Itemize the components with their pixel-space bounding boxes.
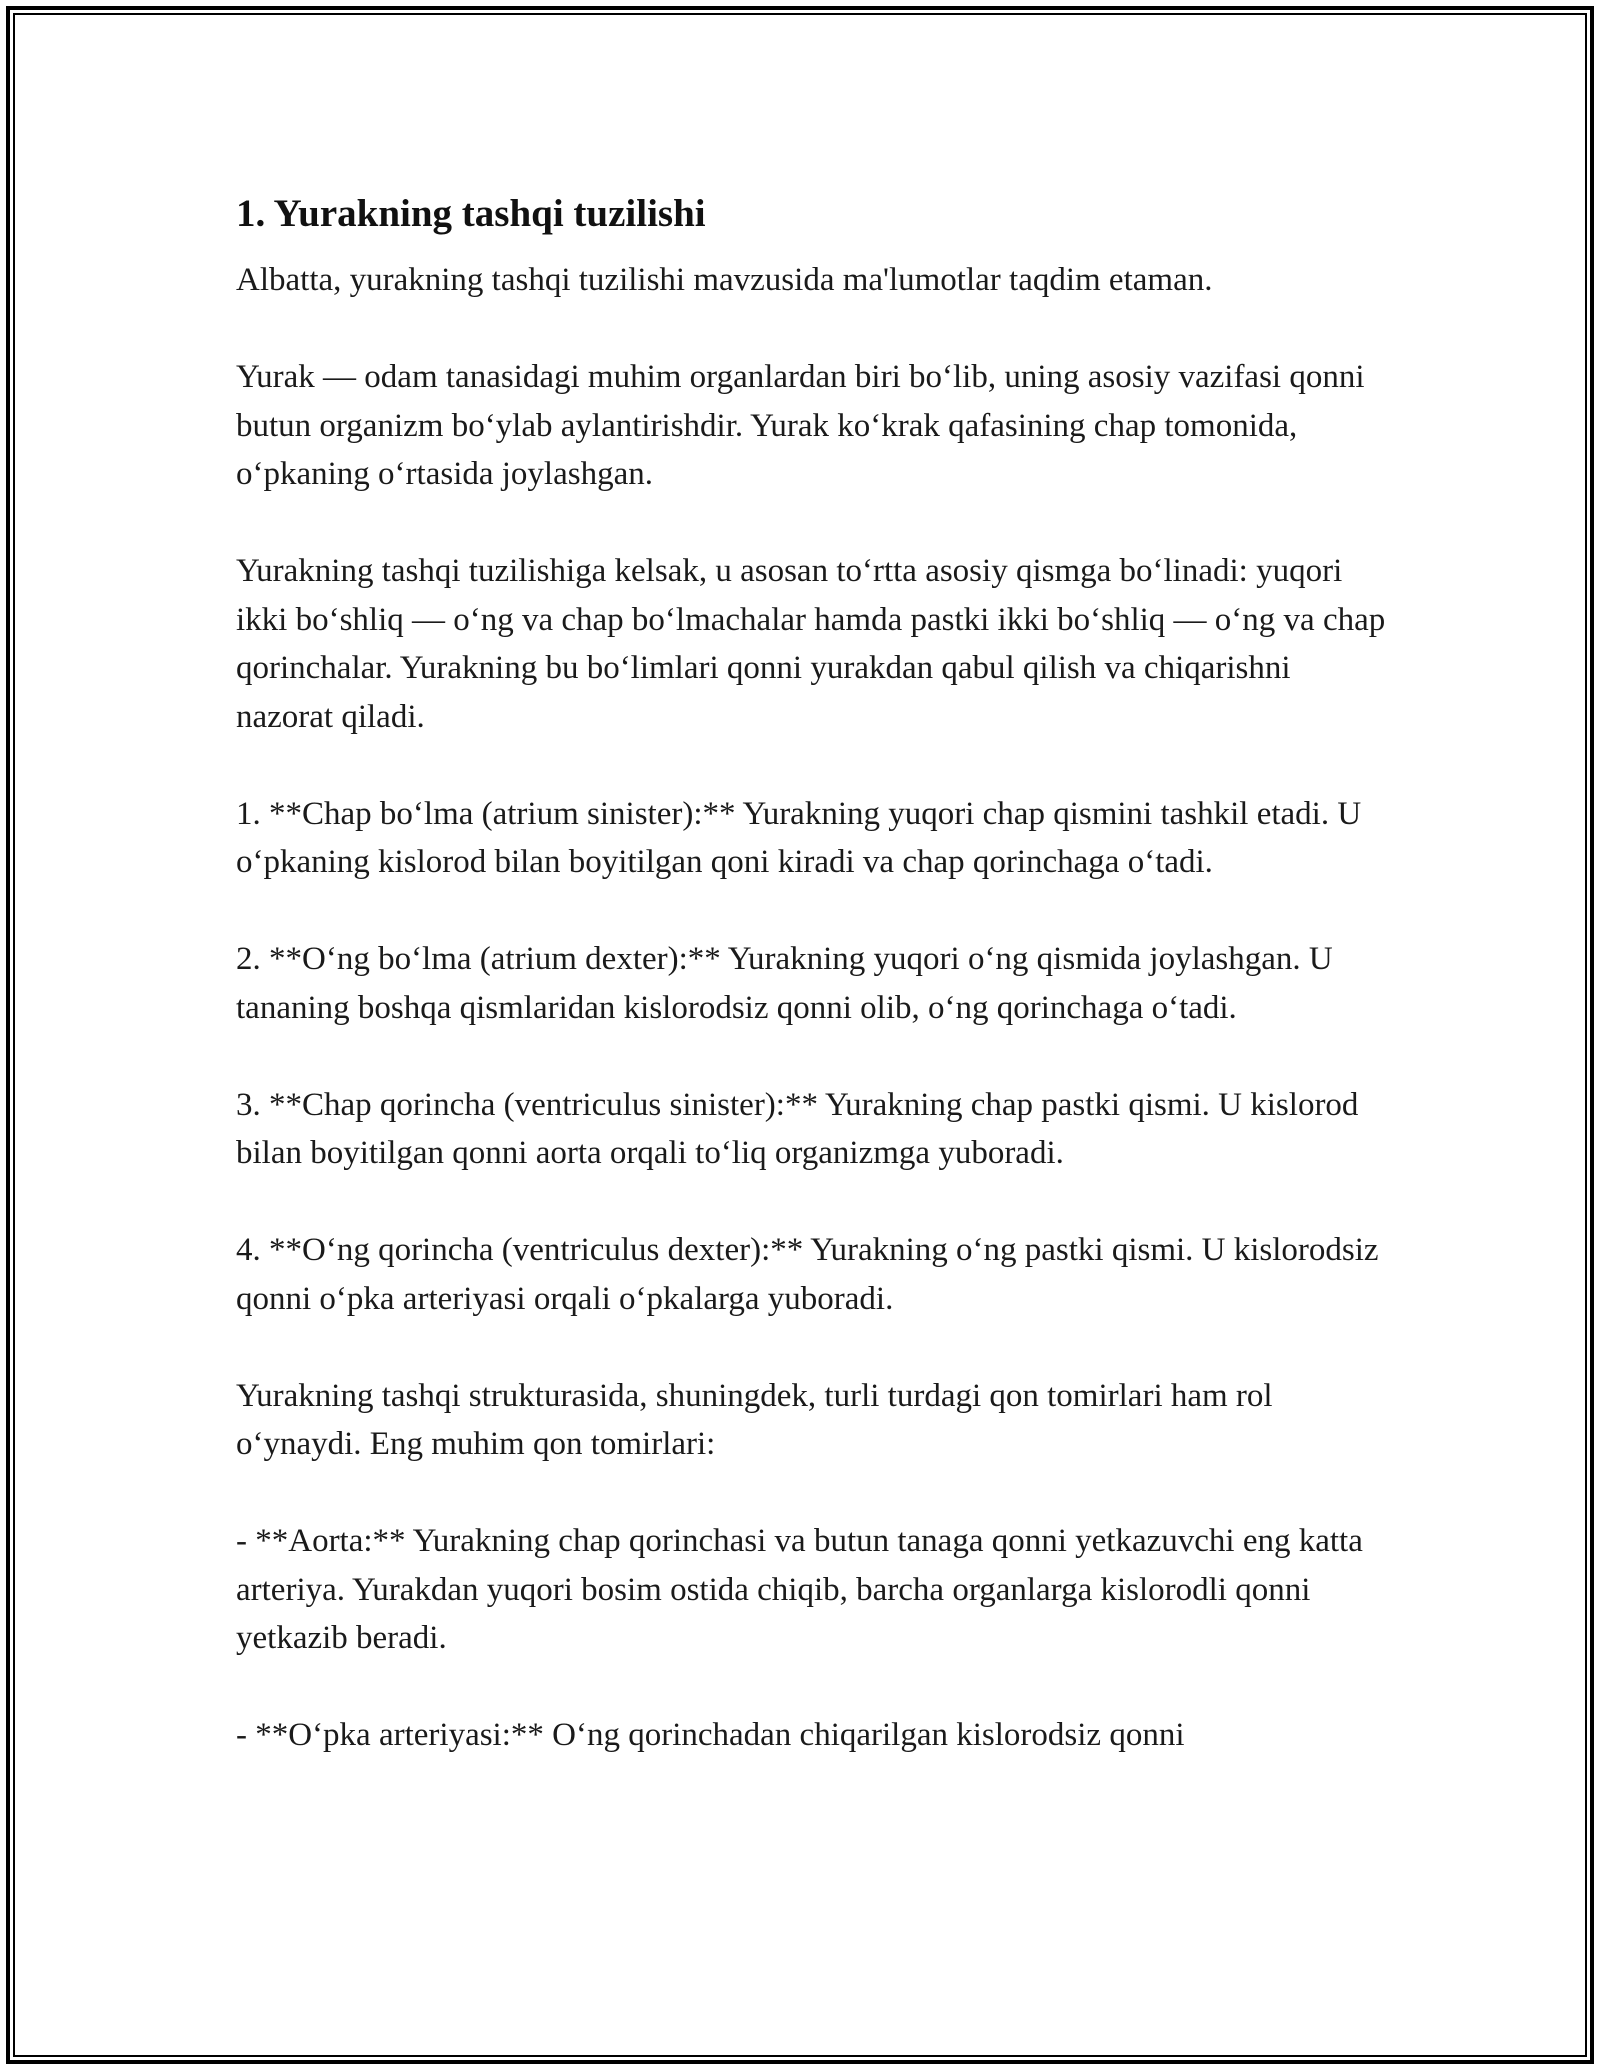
bullet-item-aorta: - **Aorta:** Yurakning chap qorinchasi va butun tanaga qonni yetkazuvchi eng katta arteriya. Yurakdan yuqori bosim ostida chiqib, barcha organlarga kislorodli qonni yetkazib beradi. xyxy=(236,1523,1363,1656)
paragraph-blood-vessels: Yurakning tashqi strukturasida, shuningdek, turli turdagi qon tomirlari ham rol o‘ynaydi. Eng muhim qon tomirlari: xyxy=(236,1377,1273,1462)
list-item-left-ventricle: 3. **Chap qorincha (ventriculus sinister):** Yurakning chap pastki qismi. U kislorod bilan boyitilgan qonni aorta orqali to‘liq organizmga yuboradi. xyxy=(236,1086,1359,1171)
document-body xyxy=(236,186,1386,1808)
list-item-left-atrium: 1. **Chap bo‘lma (atrium sinister):** Yurakning yuqori chap qismini tashkil etadi. U o‘pkaning kislorod bilan boyitilgan qoni kiradi va chap qorinchaga o‘tadi. xyxy=(236,795,1362,880)
paragraph-heart-overview: Yurak — odam tanasidagi muhim organlardan biri bo‘lib, uning asosiy vazifasi qonni butun organizm bo‘ylab aylantirishdir. Yurak ko‘krak qafasining chap tomonida, o‘pkaning o‘rtasida joylashgan. xyxy=(236,359,1365,492)
paragraph-heart-chambers: Yurakning tashqi tuzilishiga kelsak, u asosan to‘rtta asosiy qismga bo‘linadi: yuqori ikki bo‘shliq — o‘ng va chap bo‘lmachalar hamda pastki ikki bo‘shliq — o‘ng va chap qorinchalar. Yurakning bu bo‘limlari qonni yurakdan qabul qilish va chiqarishni nazorat qiladi. xyxy=(236,553,1386,735)
list-item-right-atrium: 2. **O‘ng bo‘lma (atrium dexter):** Yurakning yuqori o‘ng qismida joylashgan. U tananing boshqa qismlaridan kislorodsiz qonni olib, o‘ng qorinchaga o‘tadi. xyxy=(236,941,1333,1026)
intro-paragraph: Albatta, yurakning tashqi tuzilishi mavzusida ma'lumotlar taqdim etaman. xyxy=(236,262,1213,298)
bullet-item-pulmonary-artery: - **O‘pka arteriyasi:** O‘ng qorinchadan chiqarilgan kislorodsiz qonni xyxy=(236,1717,1185,1753)
list-item-right-ventricle: 4. **O‘ng qorincha (ventriculus dexter):** Yurakning o‘ng pastki qismi. U kislorodsiz qonni o‘pka arteriyasi orqali o‘pkalarga yuboradi. xyxy=(236,1232,1379,1317)
document-heading: 1. Yurakning tashqi tuzilishi xyxy=(236,192,706,235)
